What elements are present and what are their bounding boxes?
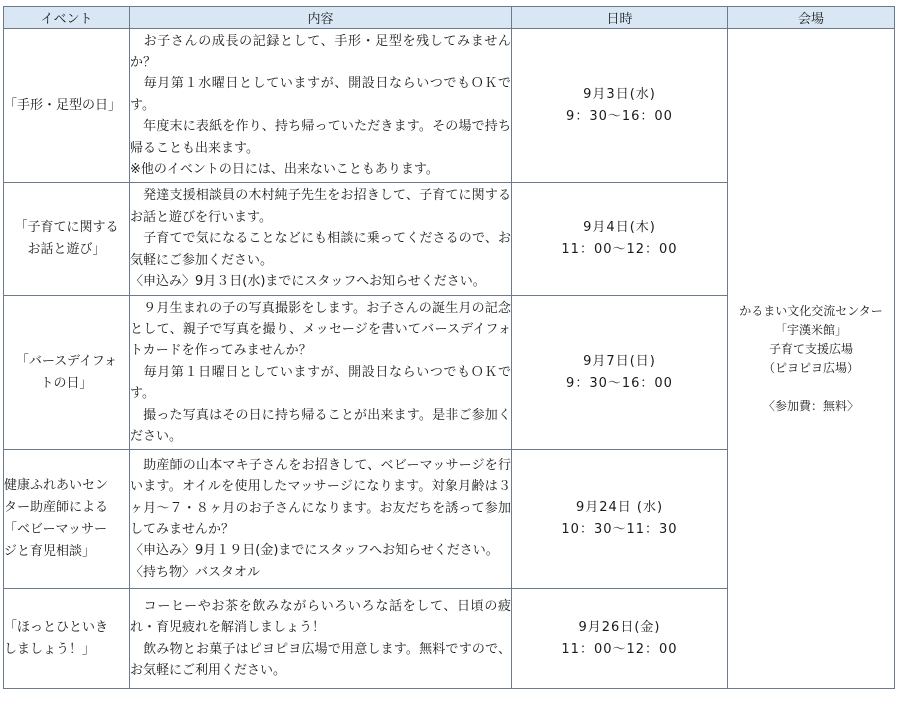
- event-name-line: 「ベビーマッサー: [4, 522, 107, 537]
- event-name-cell: [4, 296, 130, 450]
- event-date: 9月4日(木): [583, 220, 656, 235]
- header-row: [4, 7, 895, 29]
- event-time: 10：30～11：30: [561, 522, 678, 537]
- event-name-cell: [4, 589, 130, 689]
- table-row: [4, 29, 895, 183]
- event-name-line: 「ほっとひといき: [4, 619, 109, 635]
- event-name-line: 「バースデイフォ: [15, 353, 118, 369]
- event-name-line: お話と遊び」: [27, 242, 106, 257]
- content-paragraph: ９月生まれの子の写真撮影をします。お子さんの誕生月の記念として、親子で写真を撮り、メッセージを書いてバースデイフォトカードを作ってみませんか？: [130, 300, 511, 359]
- event-content-cell: [130, 589, 512, 689]
- header-datetime: 日時: [512, 7, 728, 29]
- content-paragraph: 〈申込み〉9月１９日(金)までにスタッフへお知らせください。: [130, 543, 499, 559]
- event-name-line: 「子育てに関する: [14, 220, 119, 235]
- header-venue: 会場: [728, 7, 895, 29]
- event-time: 11：00～12：00: [561, 641, 678, 657]
- event-name-line: 「手形・足型の日」: [4, 97, 122, 113]
- event-datetime-cell: [512, 296, 728, 450]
- venue-room: 子育て支援広場: [768, 341, 853, 356]
- content-paragraph: 撮った写真はその日に持ち帰ることが出来ます。是非ご参加ください。: [130, 407, 511, 445]
- event-content-cell: [130, 296, 512, 450]
- header-event: イベント: [4, 7, 130, 29]
- event-name-line: トの日」: [40, 375, 93, 391]
- content-paragraph: 発達支援相談員の木村純子先生をお招きして、子育てに関するお話と遊びを行います。: [130, 188, 511, 225]
- event-date: 9月26日(金): [578, 619, 661, 635]
- event-date: 9月24日 (水): [575, 500, 664, 515]
- event-time: 9：30～16：00: [566, 375, 673, 391]
- content-paragraph: 子育てで気になることなどにも相談に乗ってくださるので、お気軽にご参加ください。: [130, 231, 511, 268]
- event-datetime-cell: [512, 450, 728, 589]
- event-name-line: ジと育児相談」: [4, 544, 96, 559]
- event-time: 9：30～16：00: [566, 108, 673, 124]
- venue-room-nickname: （ピヨピヨ広場）: [762, 360, 859, 375]
- event-name-line: ター助産師による: [4, 500, 109, 515]
- venue-cell: [728, 29, 895, 689]
- event-date: 9月7日(日): [583, 353, 656, 369]
- content-paragraph: 〈申込み〉9月３日(水)までにスタッフへお知らせください。: [130, 274, 486, 290]
- content-paragraph: お子さんの成長の記録として、手形・足型を残してみませんか？: [130, 33, 511, 70]
- content-paragraph: 〈持ち物〉バスタオル: [130, 564, 261, 580]
- event-name-cell: [4, 450, 130, 589]
- event-datetime-cell: [512, 183, 728, 296]
- content-paragraph: ※他のイベントの日には、出来ないこともあります。: [130, 162, 439, 178]
- events-table: [3, 6, 895, 689]
- event-datetime-cell: [512, 589, 728, 689]
- content-paragraph: 助産師の山本マキ子さんをお招きして、ベビーマッサージを行います。オイルを使用したマッサージになります。対象月齢は３ヶ月～７・８ヶ月のお子さんになります。お友だちを誘って参加してみませんか？: [130, 457, 511, 537]
- event-date: 9月3日(水): [583, 86, 656, 102]
- event-name-cell: [4, 29, 130, 183]
- content-paragraph: 年度末に表紙を作り、持ち帰っていただきます。その場で持ち帰ることも出来ます。: [130, 119, 511, 156]
- event-content-cell: [130, 29, 512, 183]
- venue-spacer: [728, 378, 894, 397]
- event-content-cell: [130, 183, 512, 296]
- event-name-line: しましょう！」: [4, 641, 96, 657]
- event-name-cell: [4, 183, 130, 296]
- event-content-cell: [130, 450, 512, 589]
- event-name-line: 健康ふれあいセン: [4, 478, 109, 493]
- content-paragraph: 飲み物とお菓子はピヨピヨ広場で用意します。無料ですので、お気軽にご利用ください。: [130, 641, 511, 678]
- venue-building: 「宇漢米館」: [774, 322, 847, 337]
- header-content: 内容: [130, 7, 512, 29]
- event-datetime-cell: [512, 29, 728, 183]
- content-paragraph: 毎月第１水曜日としていますが、開設日ならいつでもＯＫです。: [130, 76, 511, 113]
- venue-fee: 〈参加費：無料〉: [762, 398, 859, 413]
- event-time: 11：00～12：00: [561, 242, 678, 257]
- content-paragraph: 毎月第１日曜日としていますが、開設日ならいつでもＯＫです。: [130, 364, 511, 402]
- venue-name: かるまい文化交流センター: [739, 303, 883, 318]
- content-paragraph: コーヒーやお茶を飲みながらいろいろな話をして、日頃の疲れ・育児疲れを解消しましょう！: [130, 598, 511, 636]
